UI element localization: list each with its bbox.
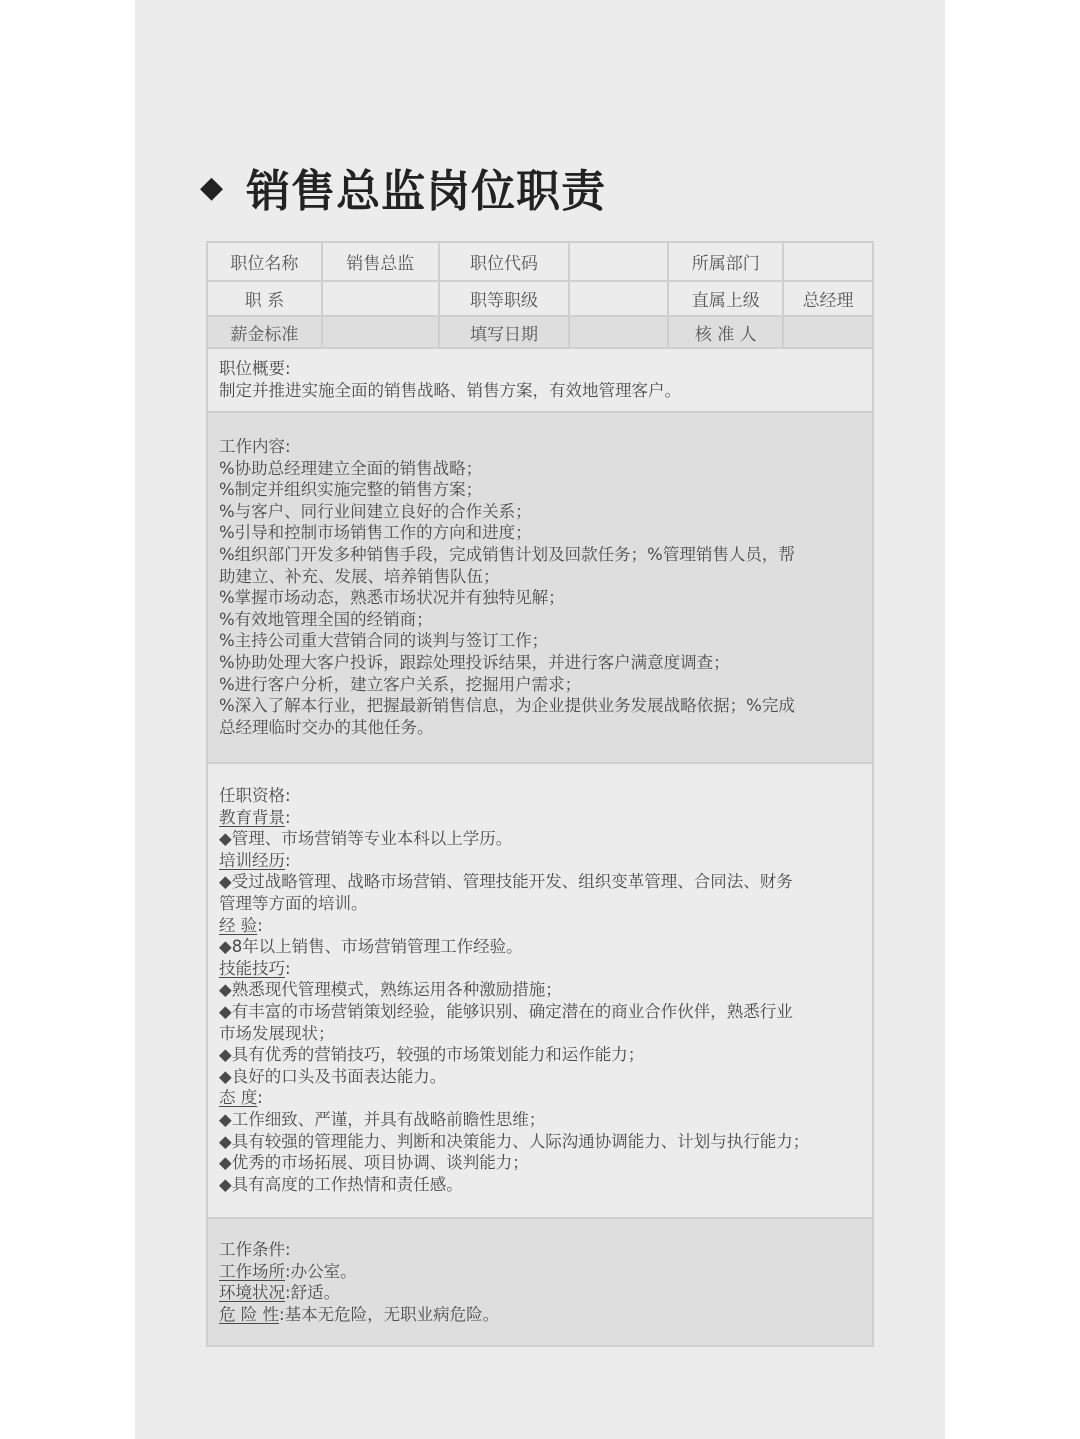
header-label-cell: 职 系 bbox=[208, 282, 323, 315]
condition-value: 办公室。 bbox=[290, 1261, 357, 1281]
qualification-heading-text: 教育背景 bbox=[219, 807, 285, 827]
job-description-table bbox=[206, 241, 874, 1347]
work-content-section bbox=[208, 413, 872, 764]
header-value-cell: 销售总监 bbox=[323, 243, 440, 280]
work-item: %有效地管理全国的经销商； bbox=[219, 609, 433, 629]
summary-text: 制定并推进实施全面的销售战略、销售方案，有效地管理客户。 bbox=[219, 380, 681, 400]
condition-value: 舒适。 bbox=[290, 1283, 341, 1303]
qualification-item: ◆工作细致、严谨，并具有战略前瞻性思维； bbox=[219, 1109, 546, 1129]
work-item: %引导和控制市场销售工作的方向和进度； bbox=[219, 523, 532, 543]
summary-label: 职位概要: bbox=[219, 359, 291, 378]
header-value-cell bbox=[323, 317, 440, 347]
qualifications-label: 任职资格: bbox=[219, 786, 291, 805]
header-value-cell: 总经理 bbox=[802, 291, 854, 311]
qualification-heading: 经 验: bbox=[219, 915, 263, 935]
qualification-heading-text: 经 验 bbox=[219, 915, 258, 935]
qualification-item: 市场发展现状； bbox=[219, 1023, 335, 1043]
diamond-bullet-icon: ◆ bbox=[200, 169, 225, 205]
header-label-cell: 薪金标准 bbox=[208, 317, 323, 347]
header-value-cell bbox=[570, 243, 669, 280]
qualification-heading: 态 度: bbox=[219, 1088, 263, 1108]
header-value-cell bbox=[784, 317, 872, 347]
condition-key: 环境状况 bbox=[219, 1283, 285, 1303]
header-label-cell: 直属上级 bbox=[669, 282, 784, 315]
work-item: %组织部门开发多种销售手段，完成销售计划及回款任务；%管理销售人员，帮 bbox=[219, 544, 795, 564]
qualification-item: ◆良好的口头及书面表达能力。 bbox=[219, 1066, 447, 1086]
header-label-cell: 填写日期 bbox=[440, 317, 571, 347]
header-label-cell: 核 准 人 bbox=[669, 317, 784, 347]
qualification-item: ◆具有较强的管理能力、判断和决策能力、人际沟通协调能力、计划与执行能力； bbox=[219, 1131, 810, 1151]
qualification-heading: 培训经历: bbox=[219, 850, 291, 870]
work-item: %与客户、同行业间建立良好的合作关系； bbox=[219, 501, 532, 521]
work-item: 总经理临时交办的其他任务。 bbox=[219, 717, 434, 737]
condition-item: 环境状况:舒适。 bbox=[219, 1283, 341, 1303]
work-item: %掌握市场动态，熟悉市场状况并有独特见解； bbox=[219, 588, 565, 608]
qualification-heading: 教育背景: bbox=[219, 807, 291, 827]
qualification-item: ◆熟悉现代管理模式，熟练运用各种激励措施； bbox=[219, 980, 562, 1000]
conditions-label: 工作条件: bbox=[219, 1240, 291, 1259]
header-label-cell: 职位代码 bbox=[440, 243, 571, 280]
header-value-cell bbox=[323, 282, 440, 315]
condition-key: 工作场所 bbox=[219, 1261, 285, 1281]
qualification-item: ◆具有高度的工作热情和责任感。 bbox=[219, 1174, 463, 1194]
header-label-cell: 职位名称 bbox=[208, 243, 323, 280]
qualification-item: 管理等方面的培训。 bbox=[219, 893, 368, 913]
header-value-cell bbox=[570, 317, 669, 347]
qualification-item: ◆有丰富的市场营销策划经验，能够识别、确定潜在的商业合作伙伴，熟悉行业 bbox=[219, 1001, 793, 1021]
qualification-item: ◆具有优秀的营销技巧，较强的市场策划能力和运作能力； bbox=[219, 1045, 645, 1065]
work-item: %协助总经理建立全面的销售战略； bbox=[219, 458, 483, 478]
condition-item: 危 险 性:基本无危险，无职业病危险。 bbox=[219, 1304, 500, 1324]
header-value-cell bbox=[570, 282, 669, 315]
work-item: %深入了解本行业，把握最新销售信息，为企业提供业务发展战略依据；%完成 bbox=[219, 696, 795, 716]
qualification-item: ◆管理、市场营销等专业本科以上学历。 bbox=[219, 829, 513, 849]
work-label: 工作内容: bbox=[219, 437, 291, 456]
qualification-item: ◆优秀的市场拓展、项目协调、谈判能力； bbox=[219, 1153, 529, 1173]
summary-section bbox=[208, 349, 872, 413]
work-item: %协助处理大客户投诉，跟踪处理投诉结果，并进行客户满意度调查； bbox=[219, 652, 730, 672]
work-item: %进行客户分析，建立客户关系，挖掘用户需求； bbox=[219, 674, 582, 694]
qualification-heading: 技能技巧: bbox=[219, 958, 291, 978]
conditions-section bbox=[208, 1219, 872, 1345]
qualification-item: ◆受过战略管理、战略市场营销、管理技能开发、组织变革管理、合同法、财务 bbox=[219, 872, 793, 892]
header-label-cell: 职等职级 bbox=[440, 282, 571, 315]
condition-item: 工作场所:办公室。 bbox=[219, 1261, 357, 1281]
qualification-heading-text: 培训经历 bbox=[219, 850, 285, 870]
qualifications-section bbox=[208, 764, 872, 1219]
work-item: %制定并组织实施完整的销售方案； bbox=[219, 480, 483, 500]
qualification-heading-text: 态 度 bbox=[219, 1088, 258, 1108]
work-item: %主持公司重大营销合同的谈判与签订工作； bbox=[219, 631, 549, 651]
condition-key: 危 险 性 bbox=[219, 1304, 279, 1324]
condition-value: 基本无危险，无职业病危险。 bbox=[284, 1304, 500, 1324]
page-title bbox=[200, 155, 606, 219]
header-row bbox=[208, 317, 872, 349]
title-text: 销售总监岗位职责 bbox=[246, 166, 607, 217]
qualification-heading-text: 技能技巧 bbox=[219, 958, 285, 978]
header-row bbox=[208, 282, 872, 317]
header-row bbox=[208, 243, 872, 282]
header-label-cell: 所属部门 bbox=[669, 243, 784, 280]
work-item: 助建立、补充、发展、培养销售队伍； bbox=[219, 566, 500, 586]
header-value-cell bbox=[784, 243, 872, 280]
qualification-item: ◆8年以上销售、市场营销管理工作经验。 bbox=[219, 937, 523, 957]
